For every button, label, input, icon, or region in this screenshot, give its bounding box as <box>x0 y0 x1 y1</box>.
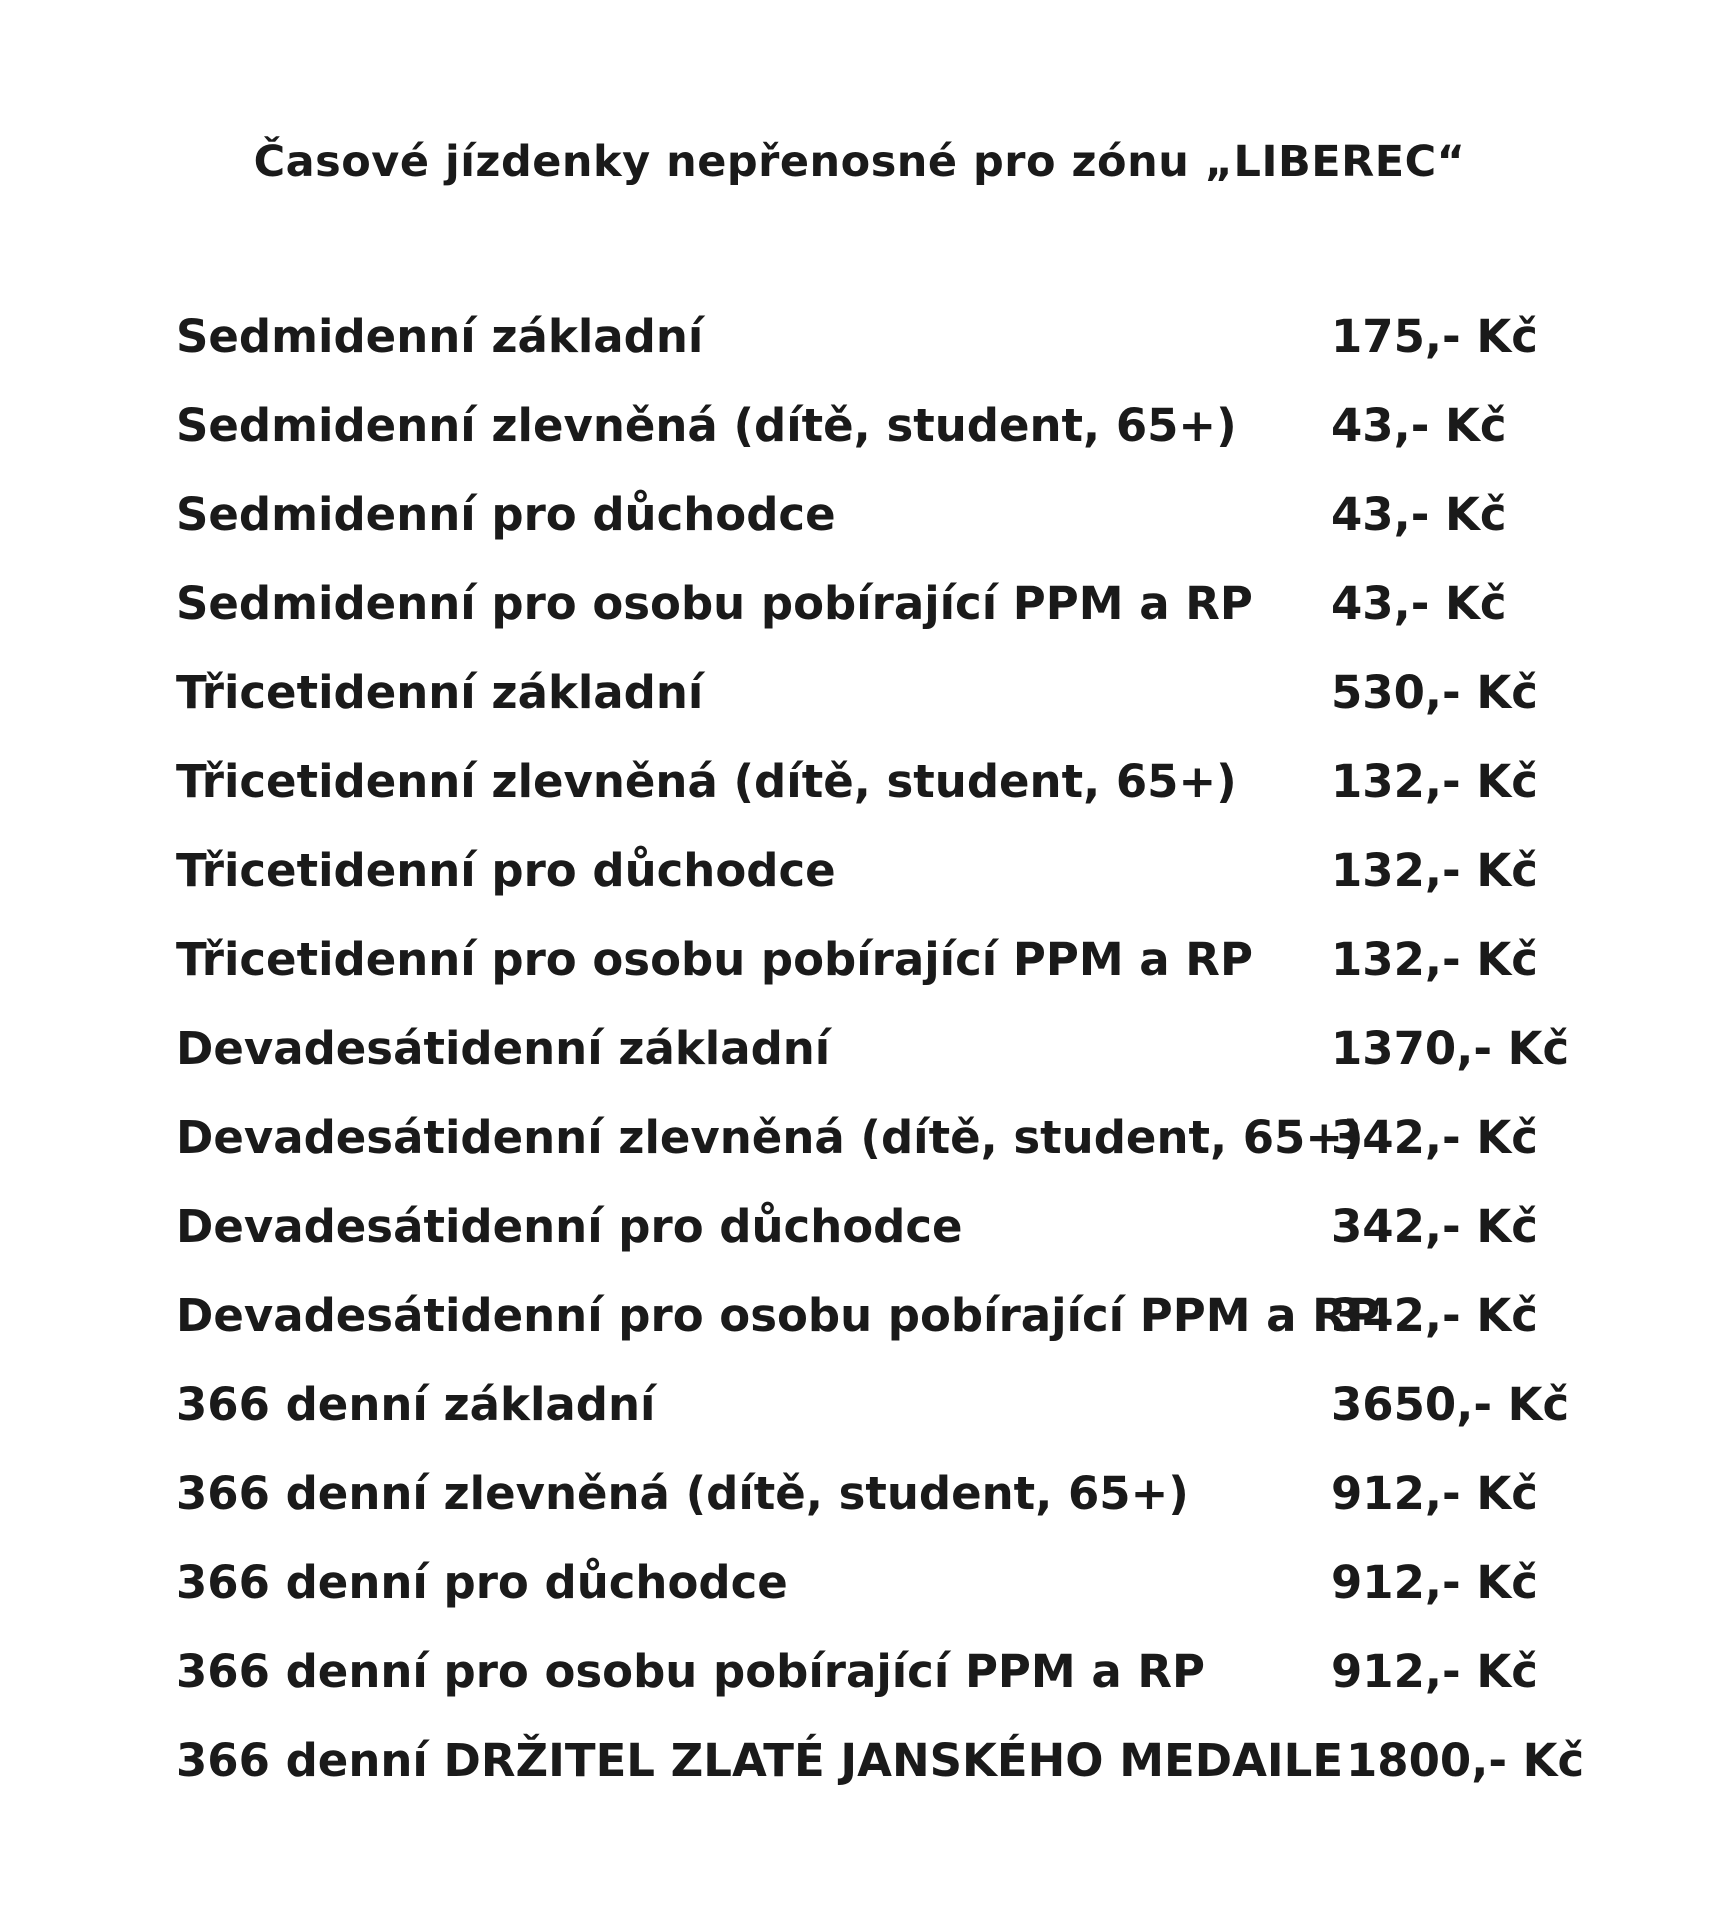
ticket-name: Devadesátidenní pro osobu pobírající PPM a RP <box>176 1289 1380 1342</box>
ticket-price: 342,- Kč <box>1331 1289 1538 1342</box>
list-item <box>176 839 1626 928</box>
ticket-price: 132,- Kč <box>1331 844 1538 897</box>
ticket-price: 175,- Kč <box>1331 310 1538 363</box>
list-item <box>176 928 1626 1017</box>
list-item <box>176 1284 1626 1373</box>
ticket-name: Třicetidenní základní <box>176 666 704 719</box>
ticket-price: 342,- Kč <box>1331 1111 1538 1164</box>
ticket-price: 912,- Kč <box>1331 1645 1538 1698</box>
ticket-name: Třicetidenní pro osobu pobírající PPM a RP <box>176 933 1253 986</box>
list-item <box>176 572 1626 661</box>
ticket-price: 912,- Kč <box>1331 1467 1538 1520</box>
ticket-price: 43,- Kč <box>1331 399 1507 452</box>
ticket-price: 1370,- Kč <box>1331 1022 1570 1075</box>
ticket-name: Devadesátidenní pro důchodce <box>176 1200 963 1253</box>
list-item <box>176 1551 1626 1640</box>
ticket-price: 530,- Kč <box>1331 666 1538 719</box>
list-item <box>176 750 1626 839</box>
ticket-price: 3650,- Kč <box>1331 1378 1570 1431</box>
list-item <box>176 1729 1626 1818</box>
ticket-price: 342,- Kč <box>1331 1200 1538 1253</box>
list-item <box>176 1640 1626 1729</box>
list-item <box>176 394 1626 483</box>
ticket-name: 366 denní zlevněná (dítě, student, 65+) <box>176 1467 1189 1520</box>
ticket-name: 366 denní pro důchodce <box>176 1556 788 1609</box>
ticket-price: 132,- Kč <box>1331 755 1538 808</box>
list-item <box>176 661 1626 750</box>
ticket-name: Třicetidenní zlevněná (dítě, student, 65+) <box>176 755 1237 808</box>
list-item <box>176 1106 1626 1195</box>
ticket-price: 43,- Kč <box>1331 488 1507 541</box>
list-item <box>176 483 1626 572</box>
ticket-name: Sedmidenní pro důchodce <box>176 488 836 541</box>
ticket-name: Devadesátidenní zlevněná (dítě, student, 65+) <box>176 1111 1364 1164</box>
list-item <box>176 1017 1626 1106</box>
ticket-price: 1800,- Kč <box>1346 1734 1585 1787</box>
ticket-price: 912,- Kč <box>1331 1556 1538 1609</box>
price-list <box>176 305 1626 1818</box>
list-item <box>176 1462 1626 1551</box>
list-item <box>176 305 1626 394</box>
list-item <box>176 1195 1626 1284</box>
ticket-name: Sedmidenní zlevněná (dítě, student, 65+) <box>176 399 1237 452</box>
ticket-price: 43,- Kč <box>1331 577 1507 630</box>
ticket-name: Devadesátidenní základní <box>176 1022 831 1075</box>
ticket-price: 132,- Kč <box>1331 933 1538 986</box>
ticket-name: 366 denní základní <box>176 1378 656 1431</box>
list-item <box>176 1373 1626 1462</box>
ticket-name: Třicetidenní pro důchodce <box>176 844 836 897</box>
page-title: Časové jízdenky nepřenosné pro zónu „LIBEREC“ <box>253 137 1466 187</box>
ticket-name: 366 denní DRŽITEL ZLATÉ JANSKÉHO MEDAILE <box>176 1734 1344 1787</box>
ticket-name: 366 denní pro osobu pobírající PPM a RP <box>176 1645 1206 1698</box>
ticket-name: Sedmidenní základní <box>176 310 704 363</box>
ticket-name: Sedmidenní pro osobu pobírající PPM a RP <box>176 577 1253 630</box>
